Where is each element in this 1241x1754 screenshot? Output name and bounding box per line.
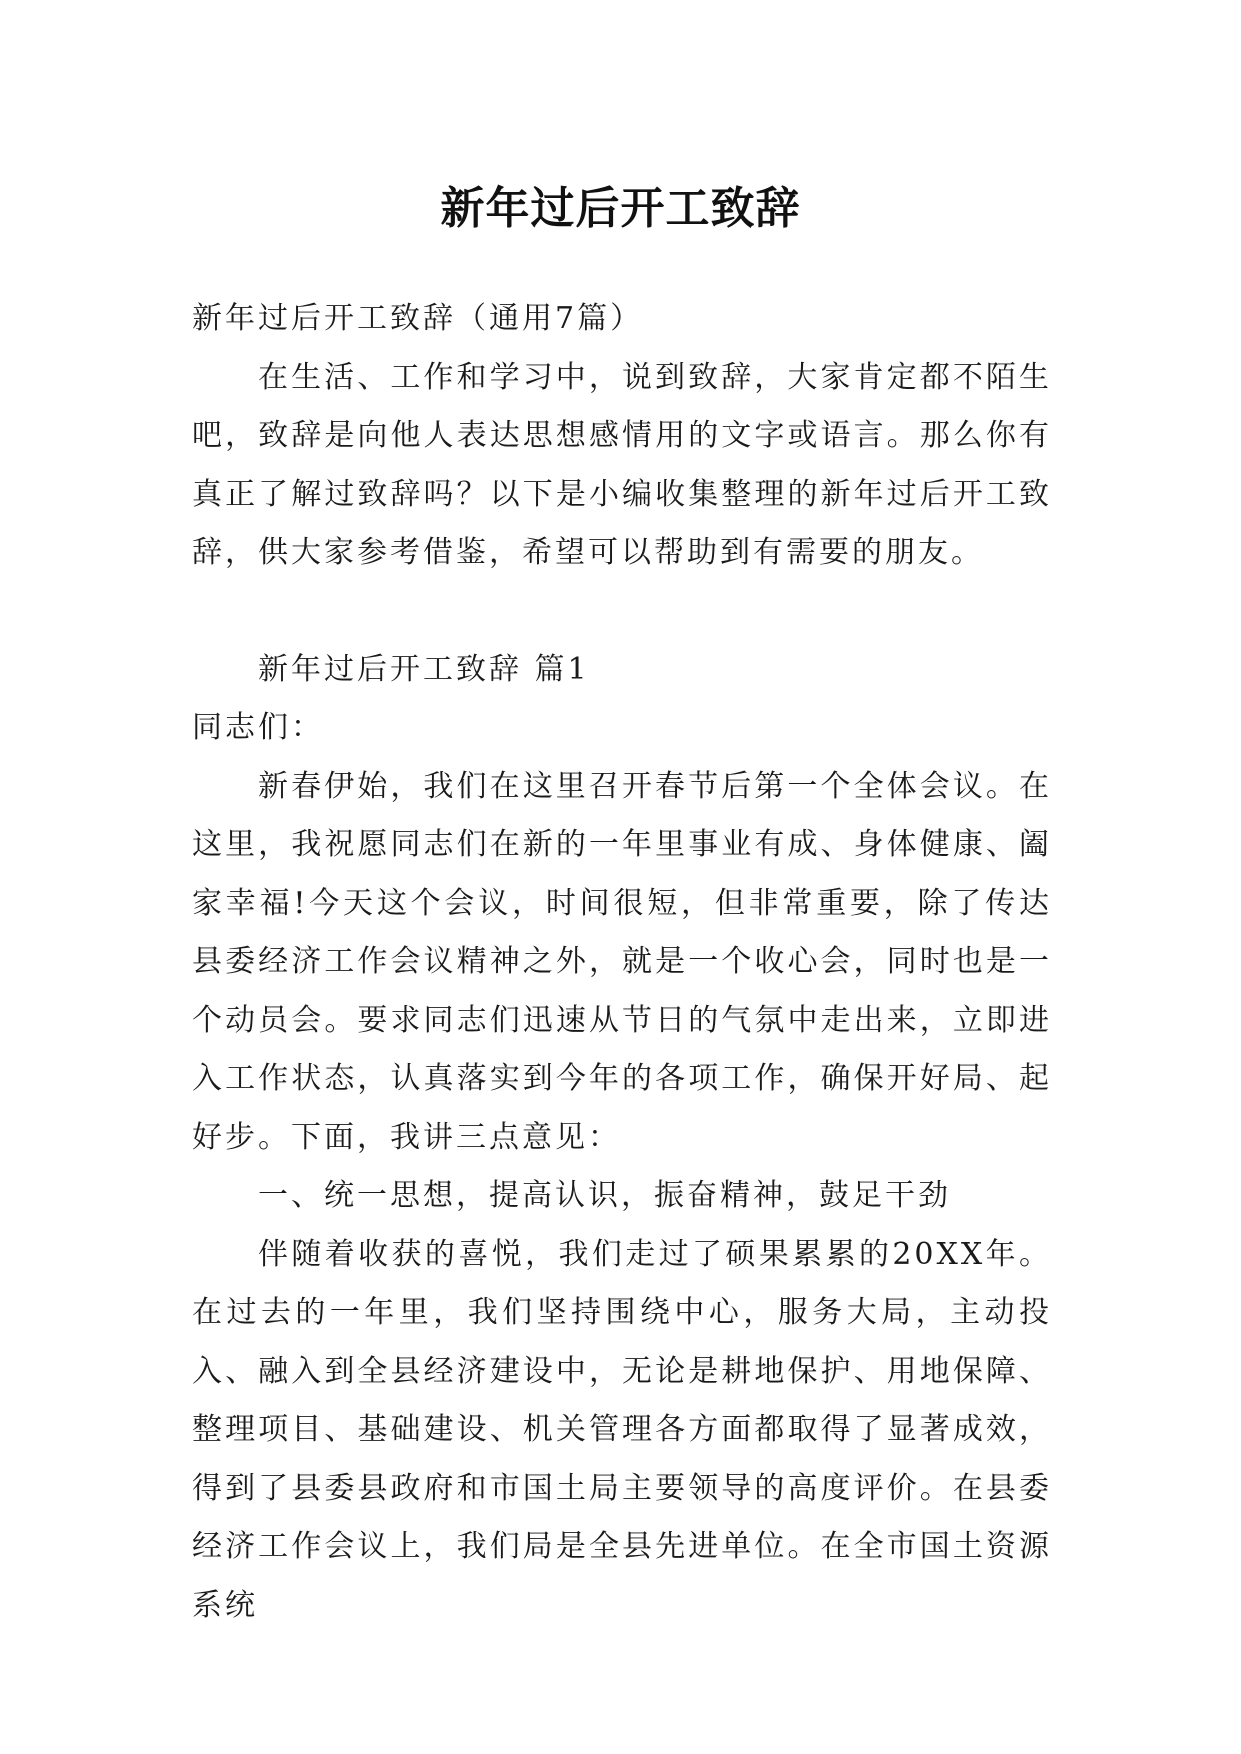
salutation: 同志们： xyxy=(192,710,324,745)
section-heading: 新年过后开工致辞 篇1 xyxy=(258,651,590,687)
document-title: 新年过后开工致辞 xyxy=(440,183,801,235)
paragraph-spacer xyxy=(192,583,1052,641)
document-body xyxy=(192,290,1052,1635)
point-heading: 一、统一思想，提高认识，振奋精神，鼓足干劲 xyxy=(258,1178,951,1213)
body-paragraph: 伴随着收获的喜悦，我们走过了硕果累累的20XX年。在过去的一年里，我们坚持围绕中心，服务大局，主动投入、融入到全县经济建设中，无论是耕地保护、用地保障、整理项目、基础建设、机关管理各方面都取得了显著成效，得到了县委县政府和市国土局主要领导的高度评价。在县委经济工作会议上，我们局是全县先进单位。在全市国土资源系统 xyxy=(192,1236,1052,1623)
body-paragraph: 新春伊始，我们在这里召开春节后第一个全体会议。在这里，我祝愿同志们在新的一年里事业有成、身体健康、阖家幸福!今天这个会议，时间很短，但非常重要，除了传达县委经济工作会议精神之外，就是一个收心会，同时也是一个动员会。要求同志们迅速从节日的气氛中走出来，立即进入工作状态，认真落实到今年的各项工作，确保开好局、起好步。下面，我讲三点意见： xyxy=(192,768,1052,1155)
intro-paragraph: 在生活、工作和学习中，说到致辞，大家肯定都不陌生吧，致辞是向他人表达思想感情用的文字或语言。那么你有真正了解过致辞吗？以下是小编收集整理的新年过后开工致辞，供大家参考借鉴，希望可以帮助到有需要的朋友。 xyxy=(192,359,1052,570)
subtitle-line: 新年过后开工致辞（通用7篇） xyxy=(192,301,644,336)
